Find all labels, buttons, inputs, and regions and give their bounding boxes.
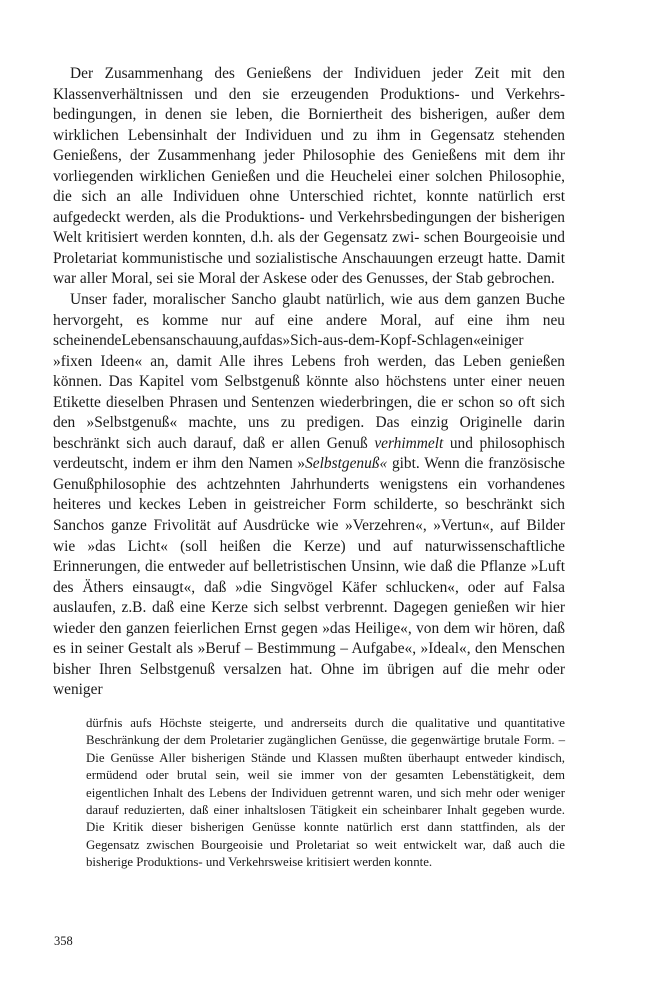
page-number: 358 <box>54 934 73 948</box>
italic-selbstgenuss: Selbstgenuß« <box>305 455 388 473</box>
italic-verhimmelt: verhimmelt <box>374 434 444 452</box>
paragraph-2-text-c: gibt. Wenn die französische Genußphilosophie des achtzehnten Jahrhunderts wenigstens ein vorhandenes heiteres und keckes Leben in geistreicher Form schilderte, so beschränkt sich Sanchos ganze Frivolität auf Ausdrücke wie »Verzehren«, »Vertun«, auf Bilder wie »das Licht« (soll heißen die Kerze) und auf naturwissenschaftliche Erinnerungen, die entweder auf belletristischen Unsinn, wie daß die Pflanze »Luft des Äthers einsaugt«, daß »die Singvögel Käfer schlucken«, oder auf Falsa auslaufen, z.B. daß eine Kerze sich selbst verbrennt. Dagegen genießen wir hier wieder den ganzen feierlichen Ernst gegen »das Heilige«, von dem wir hören, daß es in seiner Gestalt als »Beruf – Bestimmung – Aufgabe«, »Ideal«, den Menschen bisher Ihren Selbstgenuß versalzen hat. Ohne im übrigen auf die mehr oder weniger <box>53 455 565 699</box>
paragraph-2 <box>53 290 565 701</box>
main-text <box>53 64 565 701</box>
paragraph-2-text-b: und philosophisch verdeutscht, indem er ihm den Namen » <box>53 434 566 473</box>
paragraph-1 <box>53 64 565 290</box>
paragraph-1-text: Der Zusammenhang des Genießens der Individuen jeder Zeit mit den Klassenverhältnissen und den sie erzeugenden Produktions- und Verkehrsbedingungen, in denen sie leben, die Borniertheit des bisherigen, außer dem wirklichen Lebensinhalt der Individuen und zu ihm in Gegensatz stehenden Genießens, der Zusammenhang jeder Philosophie des Genießens mit dem ihr vorliegenden wirklichen Genießen und die Heuchelei einer solchen Philosophie, die sich an alle Individuen ohne Unterschied richtet, konnte natürlich erst aufgedeckt werden, als die Produktions- und Verkehrsbedingungen der bisherigen Welt kritisiert werden konnten, d.h. als der Gegensatz zwi- schen Bourgeoisie und Proletariat kommunistische und sozialistische Anschauungen erzeugt hatte. Damit war aller Moral, sei sie Moral der Askese oder des Genusses, der Stab gebrochen. <box>53 65 565 288</box>
footnote <box>86 715 565 872</box>
page-content <box>53 64 565 701</box>
footnote-text: dürfnis aufs Höchste steigerte, und andrerseits durch die qualitative und quantitative Beschränkung der dem Proletarier zugänglichen Genüsse, die gegenwärtige brutale Form. – Die Genüsse Aller bisherigen Stände und Klassen mußten überhaupt entweder kindisch, ermüdend oder brutal sein, weil sie immer von der gesamten Lebenstätigkeit, dem eigentlichen Inhalt des Lebens der Individuen getrennt waren, und sich mehr oder weniger darauf reduzierten, daß einer inhaltslosen Tätigkeit ein scheinbarer Inhalt gegeben wurde. Die Kritik dieser bisherigen Genüsse konnte natürlich erst dann stattfinden, als der Gegensatz zwischen Bourgeoisie und Proletariat so weit entwickelt war, daß auch die bisherige Produktions- und Verkehrsweise kritisiert werden konnte. <box>86 716 565 870</box>
paragraph-2-text-a: Unser fader, moralischer Sancho glaubt natürlich, wie aus dem ganzen Buche hervorgeht, es komme nur auf eine andere Moral, auf eine ihm neu scheinendeLebensanschauung,aufdas»Sich-aus-dem-Kopf-Schlagen«einiger »fixen Ideen« an, damit Alle ihres Lebens froh werden, das Leben genießen können. Das Kapitel vom Selbstgenuß könnte also höchstens unter einer neuen Etikette dieselben Phrasen und Sentenzen wiederbringen, die er schon so oft sich den »Selbstgenuß« machte, uns zu predigen. Das einzig Originelle darin beschränkt sich auch darauf, daß er allen Genuß <box>53 291 565 452</box>
